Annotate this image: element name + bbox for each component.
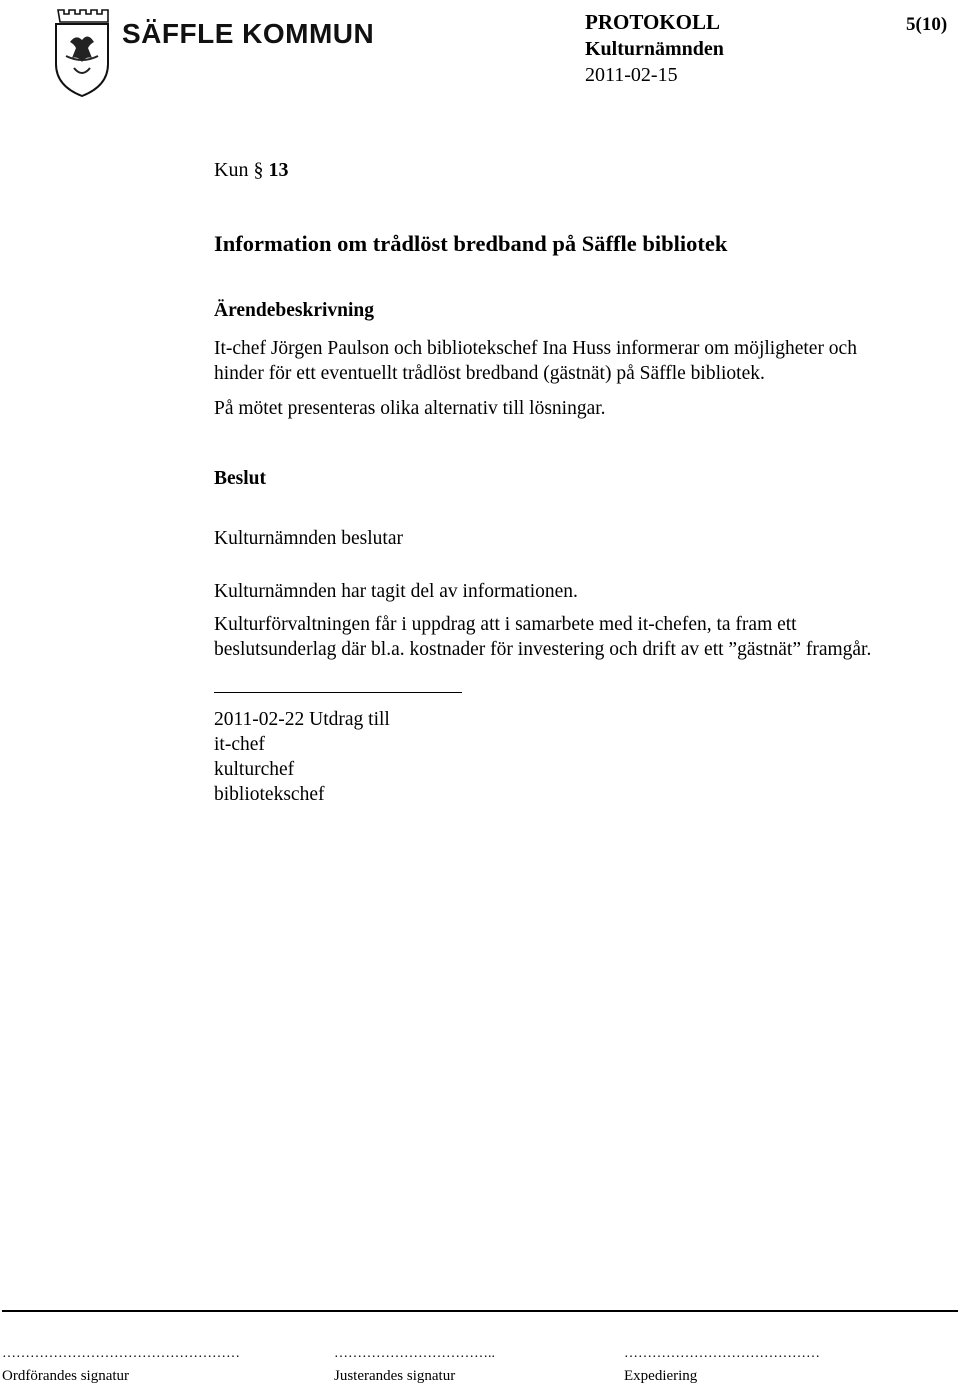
decision-intro: Kulturnämnden beslutar [214, 528, 403, 549]
page-number: 5(10) [906, 14, 948, 35]
description-line: hinder för ett eventuellt trådlöst bredband (gästnät) på Säffle bibliotek. [214, 363, 765, 384]
section-symbol: § [253, 159, 264, 181]
section-prefix: Kun [214, 159, 249, 181]
section-number-value: 13 [268, 159, 289, 181]
description-line: It-chef Jörgen Paulson och bibliotekschef Ina Huss informerar om möjligheter och [214, 338, 857, 359]
decision-line: Kulturnämnden har tagit del av informationen. [214, 581, 578, 602]
decision-line: beslutsunderlag där bl.a. kostnader för investering och drift av ett ”gästnät” framgår. [214, 639, 872, 660]
document-type: PROTOKOLL [585, 10, 720, 34]
footer-divider [2, 1310, 958, 1312]
decision-heading: Beslut [214, 468, 267, 489]
signature-line: …………………………………………… [2, 1346, 240, 1361]
committee-name: Kulturnämnden [585, 38, 724, 60]
signature-label-dispatch: Expediering [624, 1368, 698, 1384]
section-number [214, 158, 288, 183]
coat-of-arms-icon [52, 6, 112, 103]
distribution-title: 2011-02-22 Utdrag till [214, 709, 390, 730]
meeting-date: 2011-02-15 [585, 64, 678, 86]
logo-wordmark: SÄFFLE KOMMUN [122, 18, 375, 49]
distribution-recipient: it-chef [214, 734, 265, 755]
divider [214, 692, 462, 693]
signature-label-chair: Ordförandes signatur [2, 1368, 130, 1384]
signature-label-adjuster: Justerandes signatur [334, 1368, 456, 1384]
distribution-recipient: kulturchef [214, 759, 295, 780]
signature-line: …………………………….. [334, 1346, 495, 1361]
description-heading: Ärendebeskrivning [214, 300, 374, 321]
item-heading: Information om trådlöst bredband på Säffle bibliotek [214, 231, 728, 256]
description-line: På mötet presenteras olika alternativ till lösningar. [214, 398, 606, 419]
signature-line: …………………………………… [624, 1346, 820, 1361]
distribution-recipient: bibliotekschef [214, 784, 325, 805]
decision-line: Kulturförvaltningen får i uppdrag att i samarbete med it-chefen, ta fram ett [214, 614, 797, 635]
